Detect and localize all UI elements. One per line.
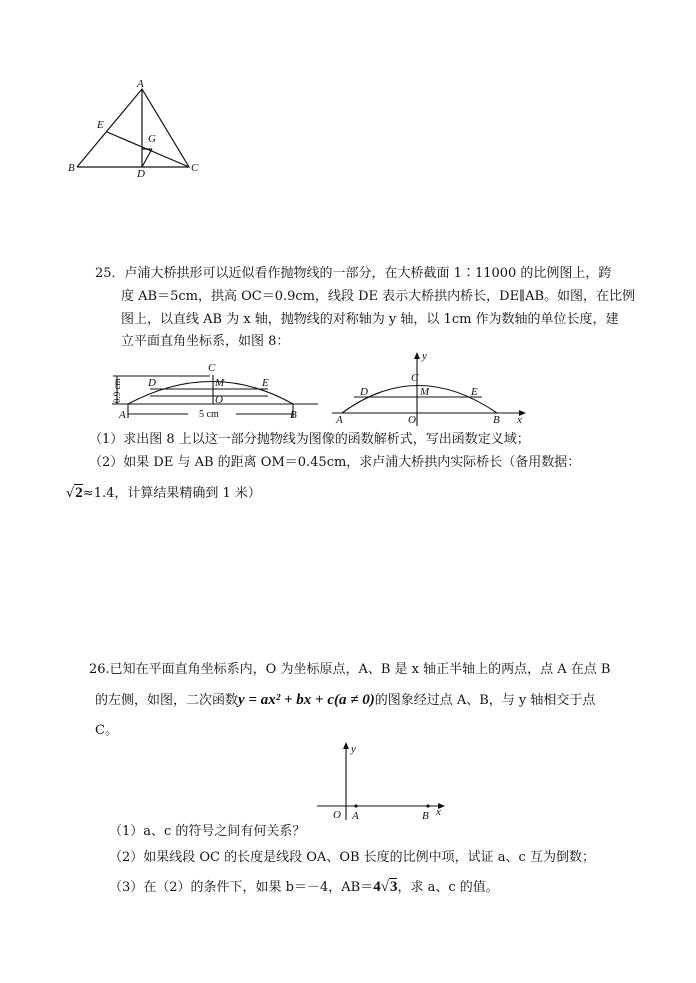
- label-G: G: [148, 133, 156, 145]
- q26-line1: 26.已知在平面直角坐标系内，O 为坐标原点，A、B 是 x 轴正半轴上的两点，点 A 在点 B: [89, 662, 611, 677]
- q25-sub1: （1）求出图 8 上以这一部分抛物线为图像的函数解析式，写出函数定义域；: [89, 432, 530, 447]
- q25-sub2-cont: [66, 485, 261, 502]
- sqrt-2: √2: [66, 485, 83, 501]
- coord-axes-figure: [312, 740, 452, 825]
- right-label-M: M: [420, 386, 430, 398]
- q25-line3: 图上，以直线 AB 为 x 轴，抛物线的对称轴为 y 轴，以 1cm 作为数轴的单位长度，建: [121, 312, 619, 327]
- label-C: C: [191, 162, 199, 174]
- q26-sub2: （2）如果线段 OC 的长度是线段 OA、OB 长度的比例中项，试证 a、c 互为倒数；: [109, 850, 595, 865]
- left-label-D: D: [148, 377, 156, 389]
- left-label-width: 5 cm: [199, 409, 219, 420]
- right-label-y: y: [422, 350, 427, 362]
- left-label-E: E: [262, 377, 269, 389]
- sqrt-3-radicand: 3: [389, 879, 398, 895]
- left-label-O: O: [215, 394, 223, 406]
- label-B: B: [68, 162, 75, 174]
- right-label-x: x: [517, 414, 522, 426]
- axes-label-O: O: [333, 809, 341, 821]
- right-label-E: E: [471, 386, 478, 398]
- q26-sub3-post: ，求 a、c 的值。: [397, 880, 499, 895]
- bridge-figure-scale: [108, 360, 320, 430]
- axes-label-B: B: [422, 810, 429, 822]
- axes-label-y: y: [351, 743, 356, 755]
- label-D: D: [137, 168, 145, 180]
- axes-label-x: x: [436, 806, 441, 818]
- q26-line2: [95, 692, 595, 709]
- right-label-C: C: [411, 372, 419, 384]
- triangle-figure: [64, 76, 214, 181]
- q26-sub1: （1）a、c 的符号之间有何关系？: [109, 824, 306, 839]
- left-label-height: 0.9 cm: [112, 378, 122, 403]
- four-sqrt-3: 4√3: [373, 879, 398, 895]
- right-label-D: D: [360, 386, 368, 398]
- q25-sub2-cont-text: ≈1.4，计算结果精确到 1 米）: [82, 486, 261, 501]
- q26-line2-post: 的图象经过点 A、B，与 y 轴相交于点: [374, 693, 596, 708]
- sqrt-2-radicand: 2: [75, 485, 83, 501]
- q26-line2-pre: 的左侧，如图，二次函数: [95, 693, 239, 708]
- left-label-B: B: [290, 409, 297, 421]
- q25-sub2: （2）如果 DE 与 AB 的距离 OM＝0.45cm，求卢浦大桥拱内实际桥长（备用数据：: [89, 455, 581, 470]
- bridge-figure-coords: [322, 350, 532, 428]
- q26-sub3: [109, 879, 499, 896]
- q26-line3: C。: [95, 723, 118, 738]
- left-label-C: C: [208, 362, 216, 374]
- left-label-A: A: [119, 409, 126, 421]
- coef-4: 4: [373, 879, 381, 895]
- q25-line2: 度 AB＝5cm，拱高 OC＝0.9cm，线段 DE 表示大桥拱内桥长，DE∥AB。如图，在比例: [121, 289, 636, 304]
- quadratic-formula: y = ax² + bx + c(a ≠ 0): [238, 692, 375, 708]
- q26-sub3-pre: （3）在（2）的条件下，如果 b＝－4，AB＝: [109, 880, 374, 895]
- label-A: A: [137, 78, 144, 90]
- label-E: E: [97, 119, 104, 131]
- left-label-M: M: [215, 377, 225, 389]
- right-label-A: A: [336, 414, 343, 426]
- q25-line1: 25．卢浦大桥拱形可以近似看作抛物线的一部分，在大桥截面 1∶11000 的比例图上，跨: [95, 266, 612, 281]
- axes-label-A: A: [352, 810, 359, 822]
- right-label-O: O: [408, 414, 416, 426]
- q25-line4: 立平面直角坐标系，如图 8：: [121, 334, 290, 349]
- right-label-B: B: [493, 414, 500, 426]
